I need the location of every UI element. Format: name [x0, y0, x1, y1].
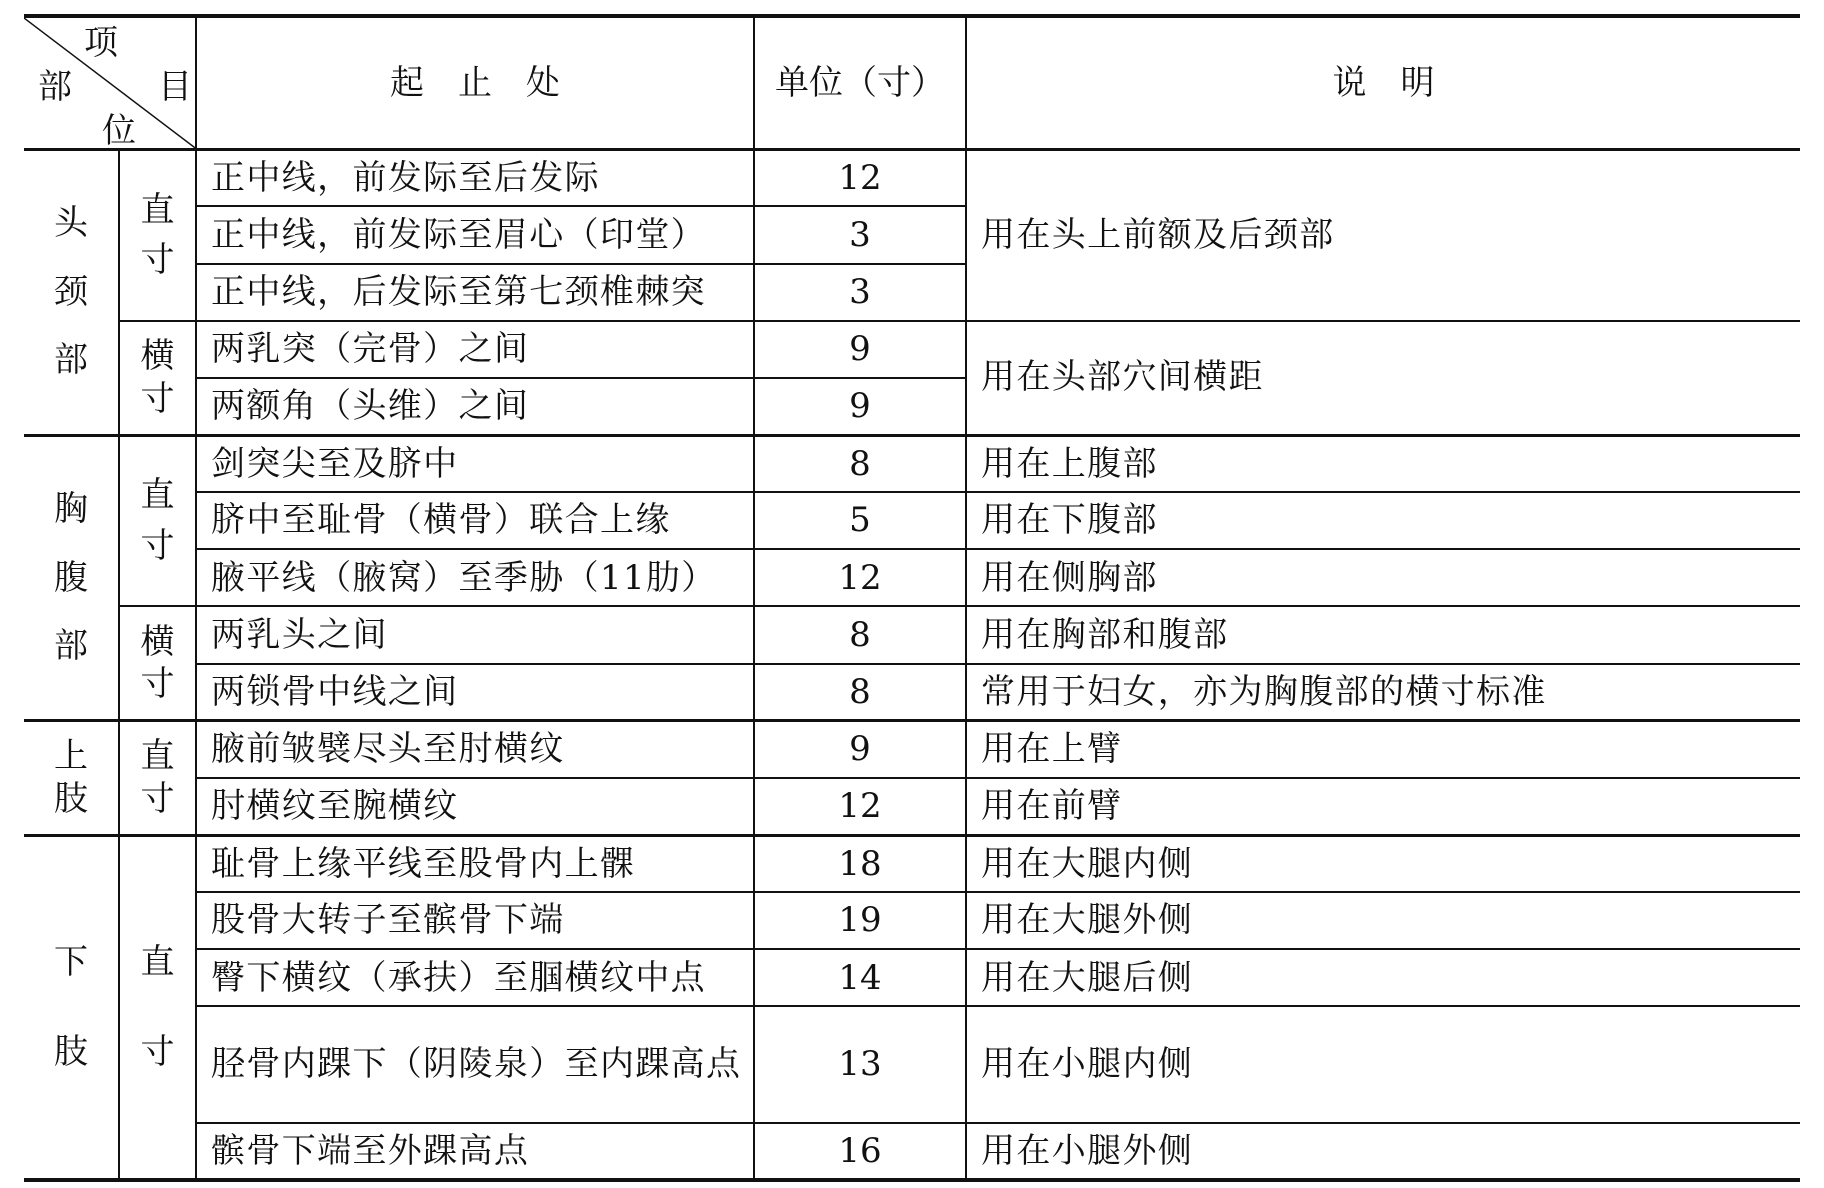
note-cell: 用在前臂: [966, 778, 1800, 835]
value-cell: 8: [754, 664, 966, 721]
header-start-end: 起 止 处: [196, 16, 754, 149]
table-row: [24, 949, 1800, 1006]
value-cell: 16: [754, 1123, 966, 1180]
note-cell: 用在下腹部: [966, 492, 1800, 549]
note-cell: 用在头上前额及后颈部: [966, 149, 1800, 320]
range-cell: 脐中至耻骨（横骨）联合上缘: [196, 492, 754, 549]
note-cell: 用在头部穴间横距: [966, 321, 1800, 435]
type-label-vertical: 直 寸: [119, 721, 196, 835]
type-label-vertical: 直 寸: [119, 149, 196, 320]
note-cell: 用在大腿外侧: [966, 892, 1800, 949]
header-note: 说 明: [966, 16, 1800, 149]
type-label-vertical: 直 寸: [119, 435, 196, 606]
note-cell: 用在侧胸部: [966, 549, 1800, 606]
note-cell: 用在胸部和腹部: [966, 606, 1800, 663]
range-cell: 耻骨上缘平线至股骨内上髁: [196, 835, 754, 892]
table-row: [24, 492, 1800, 549]
value-cell: 18: [754, 835, 966, 892]
corner-item-char-1: 项: [84, 23, 118, 63]
value-cell: 9: [754, 721, 966, 778]
value-cell: 8: [754, 435, 966, 492]
range-cell: 股骨大转子至髌骨下端: [196, 892, 754, 949]
table-row: [24, 778, 1800, 835]
table-row: [24, 1006, 1800, 1122]
range-cell: 剑突尖至及脐中: [196, 435, 754, 492]
value-cell: 12: [754, 549, 966, 606]
value-cell: 3: [754, 206, 966, 263]
value-cell: 12: [754, 778, 966, 835]
bone-proportional-cun-table: [24, 14, 1800, 1182]
corner-part-char-1: 部: [38, 67, 72, 107]
group-label-upper-limb: 上 肢: [24, 721, 119, 835]
value-cell: 9: [754, 378, 966, 435]
table-row: [24, 1123, 1800, 1180]
range-cell: 两乳头之间: [196, 606, 754, 663]
value-cell: 14: [754, 949, 966, 1006]
corner-item-char-2: 目: [158, 67, 192, 107]
range-cell: 正中线，前发际至后发际: [196, 149, 754, 206]
type-label-horizontal: 横 寸: [119, 321, 196, 435]
range-cell: 腋平线（腋窝）至季胁（11肋）: [196, 549, 754, 606]
note-cell: 用在小腿外侧: [966, 1123, 1800, 1180]
table-row: [24, 549, 1800, 606]
group-label-chest-abdomen: 胸 腹 部: [24, 435, 119, 721]
value-cell: 13: [754, 1006, 966, 1122]
diagonal-corner-cell: [24, 16, 196, 149]
range-cell: 腋前皱襞尽头至肘横纹: [196, 721, 754, 778]
header-unit: 单位（寸）: [754, 16, 966, 149]
range-cell: 正中线，前发际至眉心（印堂）: [196, 206, 754, 263]
table-row: [24, 321, 1800, 378]
note-cell: 用在上腹部: [966, 435, 1800, 492]
range-cell: 正中线，后发际至第七颈椎棘突: [196, 264, 754, 321]
note-cell: 常用于妇女，亦为胸腹部的横寸标准: [966, 664, 1800, 721]
range-cell: 髌骨下端至外踝高点: [196, 1123, 754, 1180]
value-cell: 5: [754, 492, 966, 549]
table-row: [24, 435, 1800, 492]
note-cell: 用在大腿后侧: [966, 949, 1800, 1006]
group-label-head-neck: 头 颈 部: [24, 149, 119, 435]
value-cell: 19: [754, 892, 966, 949]
note-cell: 用在小腿内侧: [966, 1006, 1800, 1122]
value-cell: 8: [754, 606, 966, 663]
table-header-row: [24, 16, 1800, 149]
group-label-lower-limb: 下 肢: [24, 835, 119, 1180]
range-cell: 两锁骨中线之间: [196, 664, 754, 721]
table-row: [24, 149, 1800, 206]
table-row: [24, 664, 1800, 721]
note-cell: 用在大腿内侧: [966, 835, 1800, 892]
table-row: [24, 721, 1800, 778]
table-row: [24, 892, 1800, 949]
corner-part-char-2: 位: [102, 111, 136, 150]
table-row: [24, 835, 1800, 892]
range-cell: 胫骨内踝下（阴陵泉）至内踝高点: [196, 1006, 754, 1122]
value-cell: 3: [754, 264, 966, 321]
value-cell: 9: [754, 321, 966, 378]
range-cell: 两额角（头维）之间: [196, 378, 754, 435]
table-row: [24, 606, 1800, 663]
value-cell: 12: [754, 149, 966, 206]
range-cell: 两乳突（完骨）之间: [196, 321, 754, 378]
type-label-horizontal: 横 寸: [119, 606, 196, 720]
range-cell: 肘横纹至腕横纹: [196, 778, 754, 835]
note-cell: 用在上臂: [966, 721, 1800, 778]
range-cell: 臀下横纹（承扶）至腘横纹中点: [196, 949, 754, 1006]
type-label-vertical: 直 寸: [119, 835, 196, 1180]
